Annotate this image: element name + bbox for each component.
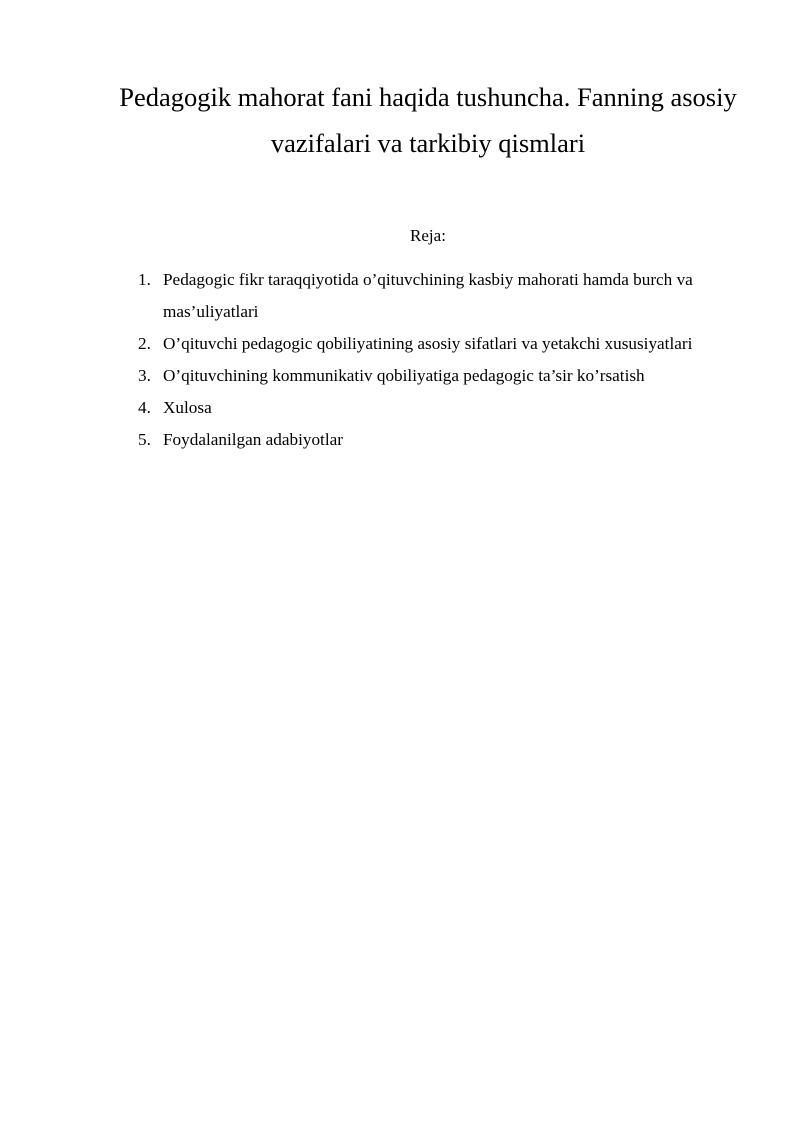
plan-item-text (163, 424, 758, 456)
document-title-line-1: Pedagogik mahorat fani haqida tushuncha. Fanning asosiy (119, 82, 737, 112)
plan-item-4 (138, 392, 758, 424)
plan-item-number: 1. (138, 270, 151, 289)
plan-item-number: 5. (138, 430, 151, 449)
plan-item-2 (138, 328, 758, 360)
plan-item-line: Pedagogic fikr taraqqiyotida o’qituvchining kasbiy mahorati hamda burch va (163, 270, 693, 289)
plan-item-line: O’qituvchining kommunikativ qobiliyatiga pedagogic ta’sir ko’rsatish (163, 366, 645, 385)
plan-item-line: mas’uliyatlari (163, 302, 259, 321)
plan-item-3 (138, 360, 758, 392)
plan-item-line: O’qituvchi pedagogic qobiliyatining asosiy sifatlari va yetakchi xususiyatlari (163, 334, 693, 353)
plan-item-number: 4. (138, 398, 151, 417)
plan-item-line: Foydalanilgan adabiyotlar (163, 430, 343, 449)
document-title-line-2: vazifalari va tarkibiy qismlari (270, 128, 586, 158)
plan-item-text (163, 392, 758, 424)
plan-list (138, 264, 758, 456)
plan-item-text (163, 328, 758, 360)
plan-item-line: Xulosa (163, 398, 212, 417)
plan-item-text (163, 264, 758, 328)
plan-item-number: 2. (138, 334, 151, 353)
plan-heading: Reja: (410, 226, 446, 245)
document-title (105, 74, 751, 166)
plan-item-text (163, 360, 758, 392)
plan-item-number: 3. (138, 366, 151, 385)
plan-item-5 (138, 424, 758, 456)
plan-item-1 (138, 264, 758, 328)
